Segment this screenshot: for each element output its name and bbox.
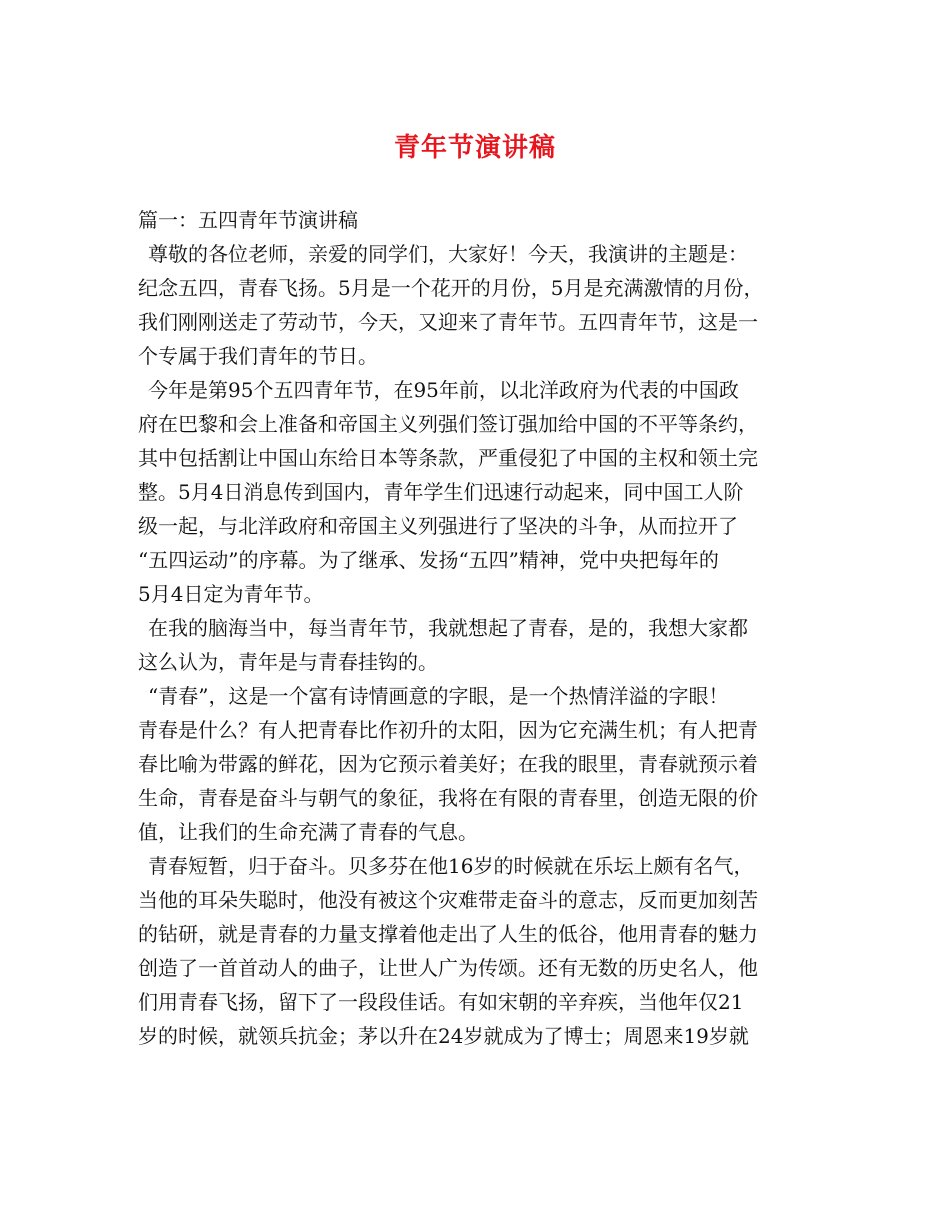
text-line: 个专属于我们青年的节日。 xyxy=(138,344,378,368)
text-line: 青春短暂，归于奋斗。贝多芬在他16岁的时候就在乐坛上颇有名气， xyxy=(148,854,754,878)
text-line: “青春”，这是一个富有诗情画意的字眼，是一个热情洋溢的字眼！ xyxy=(148,684,729,708)
document-title: 青年节演讲稿 xyxy=(393,133,556,163)
text-line: 在我的脑海当中，每当青年节，我就想起了青春，是的，我想大家都 xyxy=(148,616,748,640)
text-line: 值，让我们的生命充满了青春的气息。 xyxy=(138,820,478,844)
text-line: 创造了一首首动人的曲子，让世人广为传颂。还有无数的历史名人，他 xyxy=(138,956,758,980)
text-line: 的钻研，就是青春的力量支撑着他走出了人生的低谷，他用青春的魅力 xyxy=(138,922,758,946)
text-line: 我们刚刚送走了劳动节，今天，又迎来了青年节。五四青年节，这是一 xyxy=(138,310,758,334)
text-line: 当他的耳朵失聪时，他没有被这个灾难带走奋斗的意志，反而更加刻苦 xyxy=(138,888,758,912)
text-line: “五四运动”的序幕。为了继承、发扬“五四”精神，党中央把每年的 xyxy=(138,548,719,572)
text-line: 整。5月4日消息传到国内，青年学生们迅速行动起来，同中国工人阶 xyxy=(138,480,744,504)
text-line: 岁的时候，就领兵抗金；茅以升在24岁就成为了博士；周恩来19岁就 xyxy=(138,1024,749,1048)
text-line: 尊敬的各位老师，亲爱的同学们，大家好！今天，我演讲的主题是： xyxy=(148,242,748,266)
text-line: 篇一：五四青年节演讲稿 xyxy=(138,208,358,232)
text-line: 今年是第95个五四青年节，在95年前，以北洋政府为代表的中国政 xyxy=(148,378,739,402)
text-line: 生命，青春是奋斗与朝气的象征，我将在有限的青春里，创造无限的价 xyxy=(138,786,758,810)
text-line: 其中包括割让中国山东给日本等条款，严重侵犯了中国的主权和领土完 xyxy=(138,446,758,470)
text-line: 春比喻为带露的鲜花，因为它预示着美好；在我的眼里，青春就预示着 xyxy=(138,752,758,776)
text-line: 这么认为，青年是与青春挂钩的。 xyxy=(138,650,438,674)
text-line: 纪念五四，青春飞扬。5月是一个花开的月份，5月是充满激情的月份， xyxy=(138,276,764,300)
text-line: 府在巴黎和会上准备和帝国主义列强们签订强加给中国的不平等条约， xyxy=(138,412,758,436)
text-line: 青春是什么？有人把青春比作初升的太阳，因为它充满生机；有人把青 xyxy=(138,718,758,742)
document-body xyxy=(138,203,838,1053)
text-line: 级一起，与北洋政府和帝国主义列强进行了坚决的斗争，从而拉开了 xyxy=(138,514,738,538)
text-line: 5月4日定为青年节。 xyxy=(138,582,324,606)
text-line: 们用青春飞扬，留下了一段段佳话。有如宋朝的辛弃疾，当他年仅21 xyxy=(138,990,744,1014)
